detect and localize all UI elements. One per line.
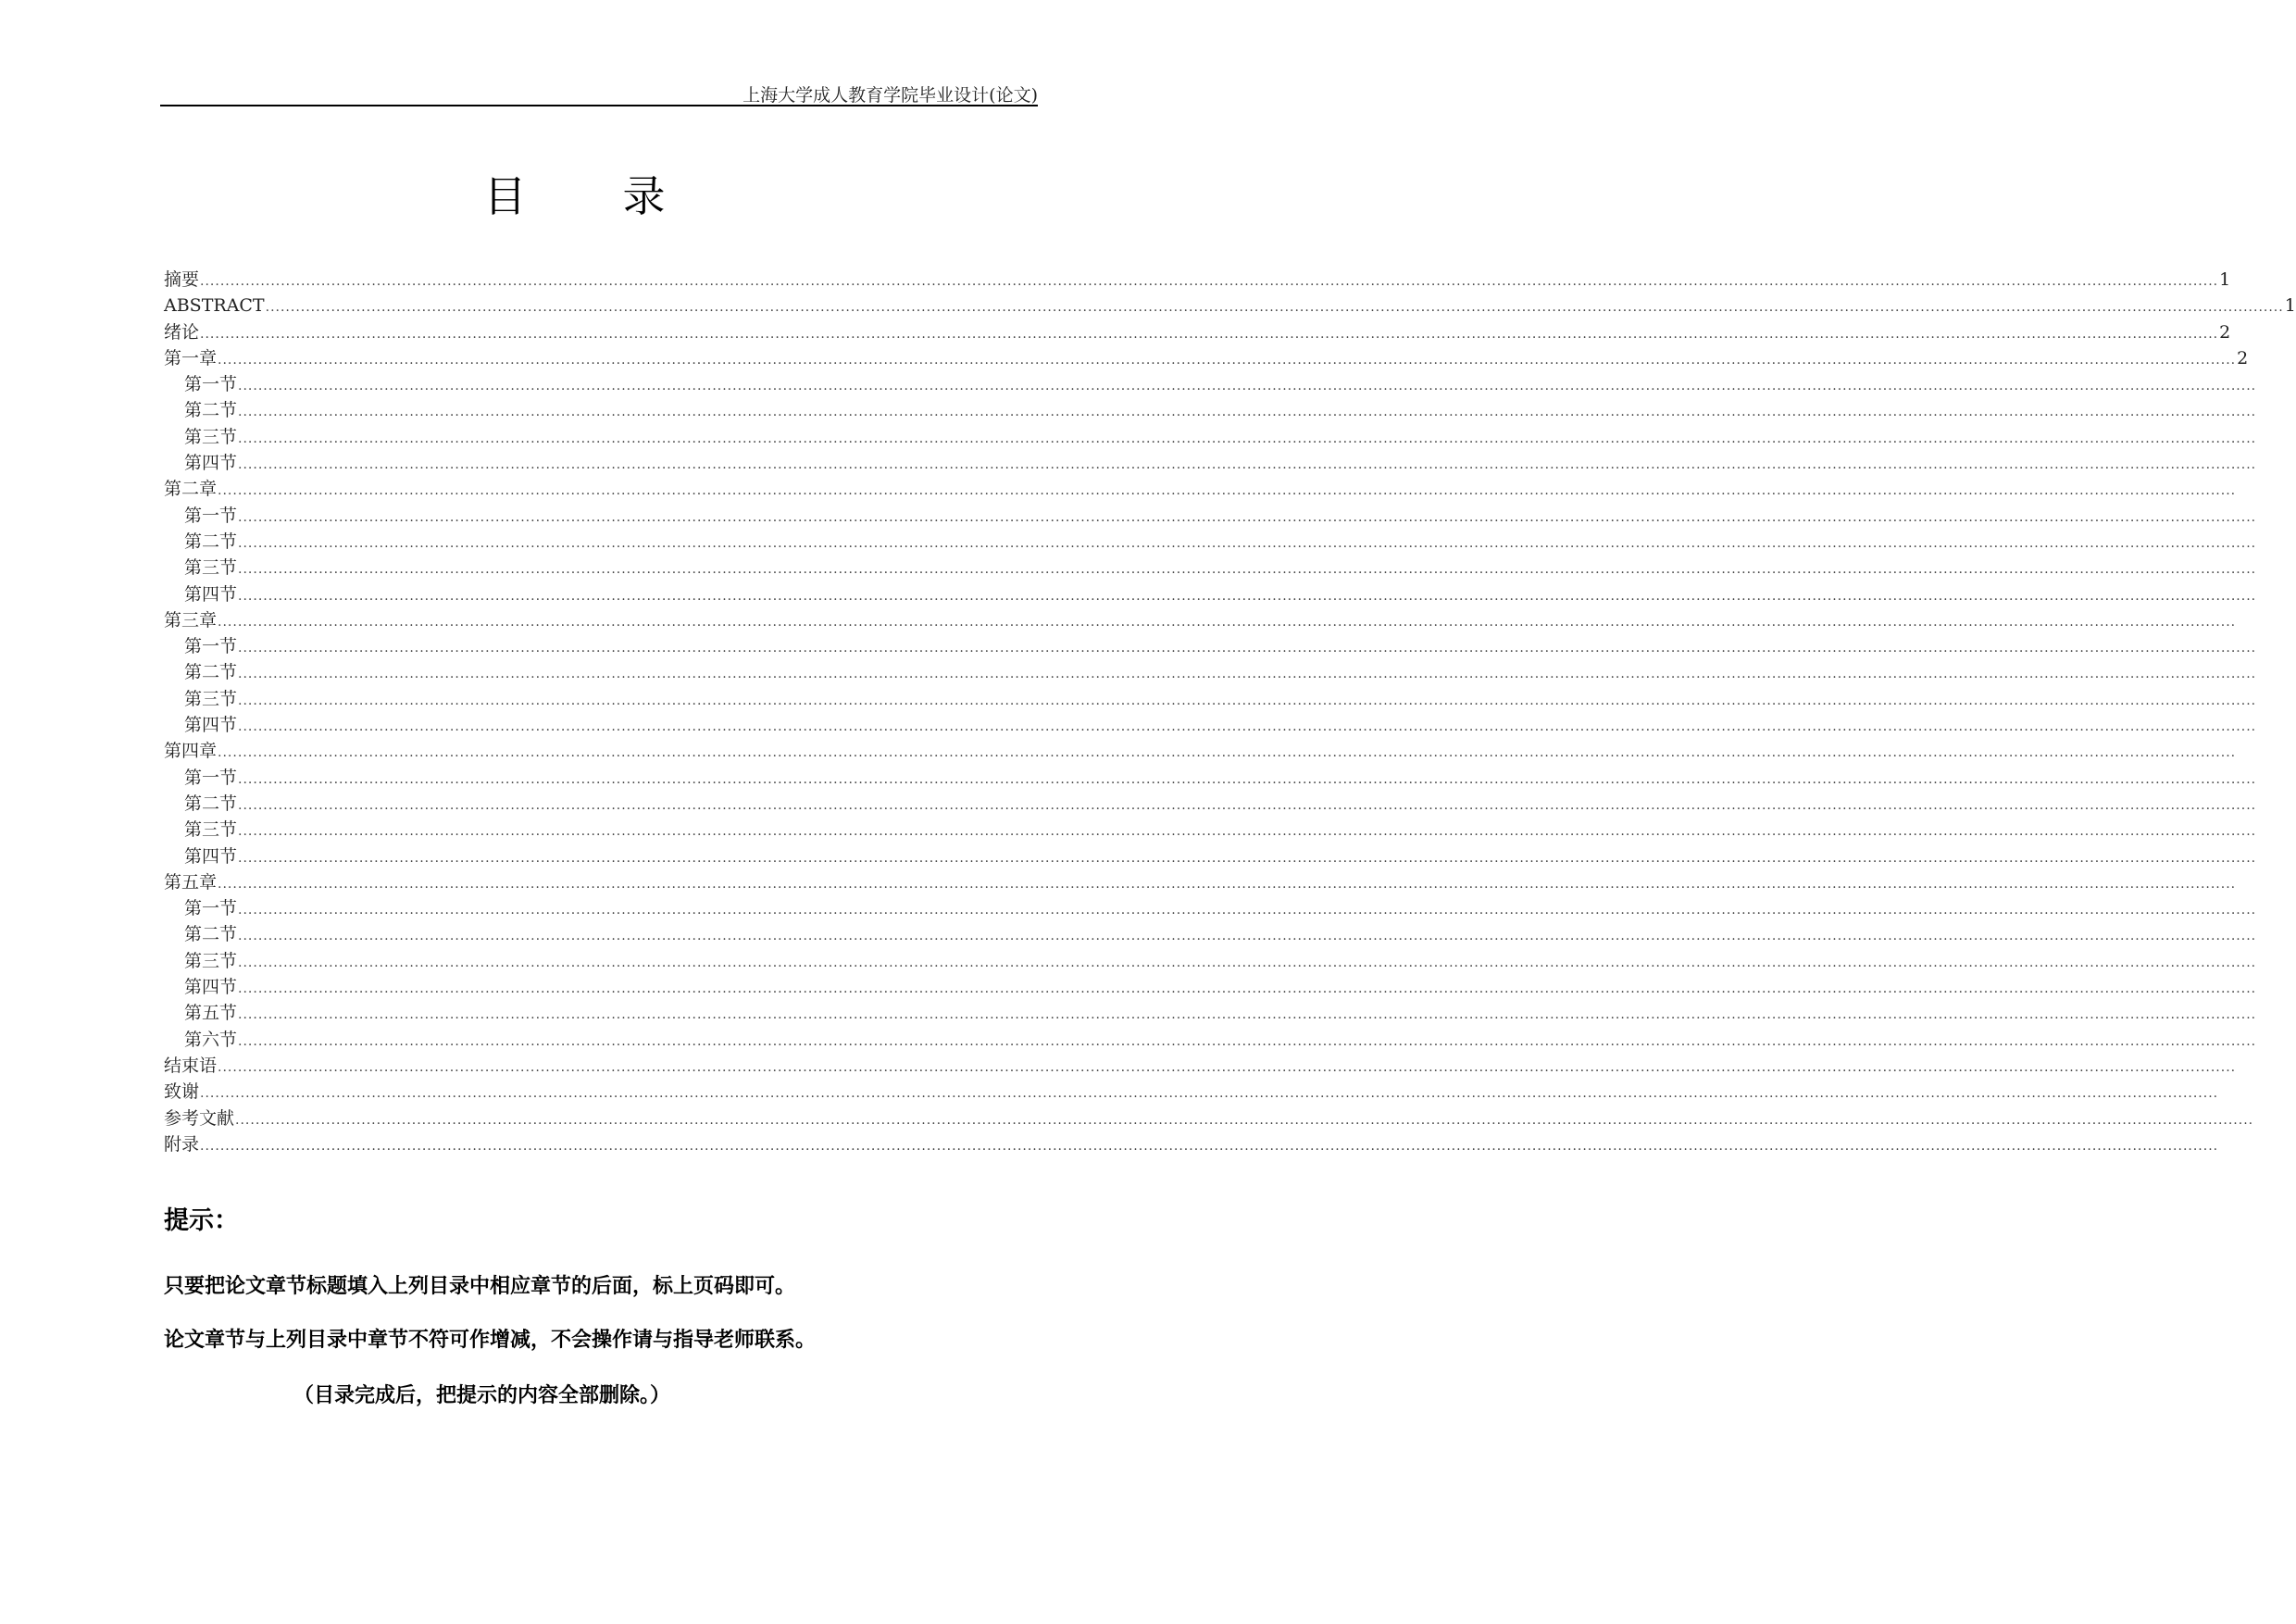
- toc-entry[interactable]: [164, 843, 2257, 869]
- toc-dot-leader: ................................................................................................................................................................................................................................................................................................................................................................................................................: [200, 1138, 2219, 1154]
- toc-dot-leader: ................................................................................................................................................................................................................................................................................................................................................................................................................: [238, 535, 2257, 551]
- toc-dot-leader: ................................................................................................................................................................................................................................................................................................................................................................................................................: [238, 379, 2257, 394]
- toc-dot-leader: ................................................................................................................................................................................................................................................................................................................................................................................................................: [238, 693, 2257, 708]
- title-char-1: 目: [483, 171, 527, 221]
- toc-entry[interactable]: [164, 1131, 2219, 1157]
- toc-entry[interactable]: [164, 869, 2237, 895]
- toc-entry-label: 第四章: [164, 741, 218, 762]
- toc-entry-label: 第三章: [164, 609, 218, 631]
- toc-entry-label: 第六节: [184, 1029, 238, 1050]
- toc-dot-leader: ................................................................................................................................................................................................................................................................................................................................................................................................................: [200, 1086, 2219, 1102]
- title-char-2: 录: [622, 171, 666, 221]
- toc-dot-leader: ................................................................................................................................................................................................................................................................................................................................................................................................................: [265, 300, 2284, 316]
- toc-entry-label: 第四节: [184, 453, 238, 474]
- toc-entry[interactable]: [164, 1053, 2237, 1079]
- toc-dot-leader: ................................................................................................................................................................................................................................................................................................................................................................................................................: [238, 850, 2257, 866]
- toc-dot-leader: ................................................................................................................................................................................................................................................................................................................................................................................................................: [235, 1112, 2254, 1128]
- toc-dot-leader: ................................................................................................................................................................................................................................................................................................................................................................................................................: [238, 1007, 2257, 1023]
- toc-entry-label: 第三节: [184, 950, 238, 971]
- toc-entry-label: 第一节: [184, 767, 238, 788]
- toc-dot-leader: ................................................................................................................................................................................................................................................................................................................................................................................................................: [218, 745, 2237, 761]
- toc-entry-label: 第一节: [184, 636, 238, 657]
- toc-entry[interactable]: [164, 1079, 2219, 1105]
- toc-entry[interactable]: [164, 1027, 2257, 1053]
- toc-entry-label: 结束语: [164, 1055, 218, 1076]
- toc-entry[interactable]: [164, 555, 2257, 581]
- toc-entry-label: 附录: [164, 1133, 200, 1155]
- toc-entry[interactable]: [164, 1106, 2254, 1131]
- toc-entry[interactable]: [164, 895, 2257, 921]
- toc-dot-leader: ................................................................................................................................................................................................................................................................................................................................................................................................................: [238, 509, 2257, 525]
- toc-dot-leader: ................................................................................................................................................................................................................................................................................................................................................................................................................: [238, 929, 2257, 944]
- toc-entry[interactable]: [164, 503, 2257, 529]
- toc-dot-leader: ................................................................................................................................................................................................................................................................................................................................................................................................................: [238, 641, 2257, 656]
- toc-entry-label: 第二节: [184, 400, 238, 421]
- page-title: [0, 163, 1149, 224]
- toc-entry[interactable]: [164, 581, 2257, 607]
- hint-line-3: （目录完成后，把提示的内容全部删除。）: [293, 1384, 671, 1407]
- toc-entry[interactable]: [164, 974, 2257, 1000]
- toc-entry[interactable]: [164, 686, 2257, 712]
- hint-title: 提示：: [164, 1206, 239, 1235]
- toc-entry-label: 第三节: [184, 688, 238, 709]
- toc-entry[interactable]: [164, 424, 2257, 450]
- toc-dot-leader: ................................................................................................................................................................................................................................................................................................................................................................................................................: [238, 797, 2257, 813]
- toc-entry-label: 第五节: [184, 1003, 238, 1024]
- toc-dot-leader: ................................................................................................................................................................................................................................................................................................................................................................................................................: [238, 955, 2257, 970]
- table-of-contents: [164, 267, 2296, 1157]
- toc-entry-label: 第三节: [184, 426, 238, 447]
- toc-dot-leader: ................................................................................................................................................................................................................................................................................................................................................................................................................: [238, 405, 2257, 420]
- toc-dot-leader: ................................................................................................................................................................................................................................................................................................................................................................................................................: [200, 326, 2219, 342]
- toc-entry-label: 第一节: [184, 898, 238, 919]
- toc-entry[interactable]: [164, 476, 2237, 502]
- toc-entry-label: 第四节: [184, 583, 238, 605]
- toc-entry-label: 第二章: [164, 479, 218, 500]
- toc-dot-leader: ................................................................................................................................................................................................................................................................................................................................................................................................................: [238, 431, 2257, 446]
- toc-entry[interactable]: [164, 633, 2257, 659]
- toc-dot-leader: ................................................................................................................................................................................................................................................................................................................................................................................................................: [218, 876, 2237, 892]
- toc-dot-leader: ................................................................................................................................................................................................................................................................................................................................................................................................................: [218, 352, 2237, 368]
- toc-dot-leader: ................................................................................................................................................................................................................................................................................................................................................................................................................: [238, 824, 2257, 840]
- toc-entry-label: 第一节: [184, 505, 238, 526]
- hint-line-1: 只要把论文章节标题填入上列目录中相应章节的后面，标上页码即可。: [164, 1275, 796, 1298]
- toc-dot-leader: ................................................................................................................................................................................................................................................................................................................................................................................................................: [218, 1059, 2237, 1075]
- toc-entry-label: 第一章: [164, 347, 218, 369]
- toc-entry-label: 第四节: [184, 845, 238, 867]
- toc-entry[interactable]: 绪论 ................................................................................................................................................................................................................................................................................................................................................................................................................ 2: [164, 319, 969, 345]
- toc-dot-leader: ................................................................................................................................................................................................................................................................................................................................................................................................................: [238, 771, 2257, 787]
- toc-entry-label: 第四节: [184, 715, 238, 736]
- toc-dot-leader: ................................................................................................................................................................................................................................................................................................................................................................................................................: [218, 483, 2237, 499]
- toc-entry[interactable]: 摘要 ................................................................................................................................................................................................................................................................................................................................................................................................................ 1: [164, 267, 969, 293]
- toc-entry[interactable]: [164, 450, 2257, 476]
- toc-entry-label: 第五章: [164, 871, 218, 893]
- toc-entry[interactable]: [164, 765, 2257, 791]
- hint-line-2: 论文章节与上列目录中章节不符可作增减，不会操作请与指导老师联系。: [164, 1329, 817, 1352]
- toc-entry-label: 摘要: [164, 269, 200, 290]
- toc-entry[interactable]: ABSTRACT ................................................................................................................................................................................................................................................................................................................................................................................................................ 1: [164, 293, 969, 319]
- toc-entry[interactable]: [164, 607, 2237, 633]
- toc-entry-label: 第二节: [184, 531, 238, 552]
- toc-entry-label: ABSTRACT: [164, 295, 265, 317]
- toc-dot-leader: ................................................................................................................................................................................................................................................................................................................................................................................................................: [238, 1033, 2257, 1049]
- toc-entry[interactable]: [164, 371, 2257, 397]
- toc-entry[interactable]: 第一章 ................................................................................................................................................................................................................................................................................................................................................................................................................ 2: [164, 345, 969, 371]
- toc-entry-label: 第二节: [184, 662, 238, 683]
- toc-entry[interactable]: [164, 817, 2257, 843]
- toc-dot-leader: ................................................................................................................................................................................................................................................................................................................................................................................................................: [238, 457, 2257, 473]
- toc-entry-label: 第二节: [184, 793, 238, 814]
- toc-entry[interactable]: [164, 738, 2237, 764]
- toc-entry-label: 致谢: [164, 1081, 200, 1103]
- toc-entry-label: 第四节: [184, 977, 238, 998]
- toc-entry[interactable]: [164, 791, 2257, 817]
- toc-dot-leader: ................................................................................................................................................................................................................................................................................................................................................................................................................: [200, 274, 2219, 289]
- page-header-text: 上海大学成人教育学院毕业设计(论文): [742, 85, 1038, 106]
- toc-entry-label: 第三节: [184, 819, 238, 841]
- toc-entry-label: 第三节: [184, 557, 238, 579]
- toc-dot-leader: ................................................................................................................................................................................................................................................................................................................................................................................................................: [238, 903, 2257, 918]
- toc-dot-leader: ................................................................................................................................................................................................................................................................................................................................................................................................................: [238, 562, 2257, 578]
- toc-entry-label: 参考文献: [164, 1107, 235, 1129]
- toc-dot-leader: ................................................................................................................................................................................................................................................................................................................................................................................................................: [238, 588, 2257, 604]
- toc-entry-label: 第二节: [184, 924, 238, 945]
- toc-entry[interactable]: [164, 1000, 2257, 1026]
- toc-entry[interactable]: [164, 397, 2257, 423]
- toc-entry[interactable]: [164, 921, 2257, 947]
- toc-dot-leader: ................................................................................................................................................................................................................................................................................................................................................................................................................: [218, 614, 2237, 630]
- toc-entry[interactable]: [164, 529, 2257, 555]
- toc-entry-label: 绪论: [164, 321, 200, 343]
- toc-dot-leader: ................................................................................................................................................................................................................................................................................................................................................................................................................: [238, 719, 2257, 735]
- toc-entry[interactable]: [164, 712, 2257, 738]
- header-rule: [160, 105, 1038, 106]
- toc-entry[interactable]: [164, 659, 2257, 685]
- toc-dot-leader: ................................................................................................................................................................................................................................................................................................................................................................................................................: [238, 981, 2257, 997]
- toc-dot-leader: ................................................................................................................................................................................................................................................................................................................................................................................................................: [238, 667, 2257, 682]
- toc-entry-label: 第一节: [184, 374, 238, 395]
- toc-entry[interactable]: [164, 948, 2257, 974]
